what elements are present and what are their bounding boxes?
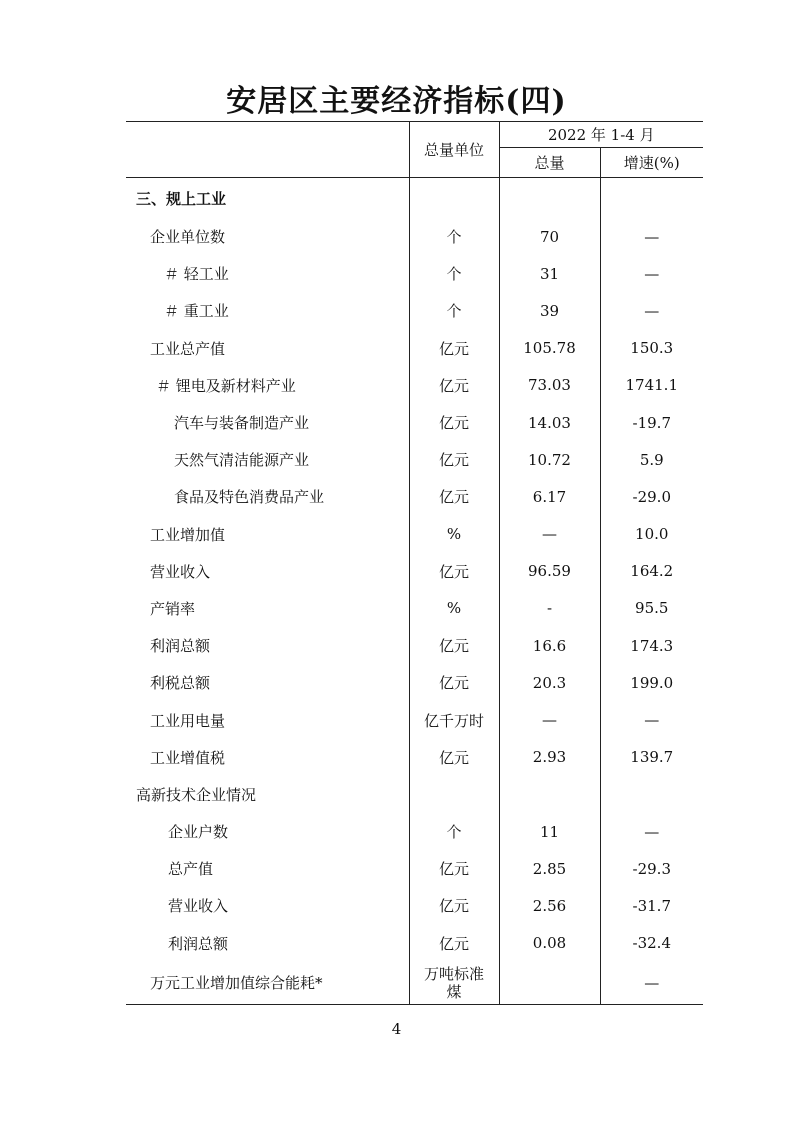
row-growth: — [644,301,660,320]
row-unit: % [409,516,499,553]
row-name: 营业收入 [126,887,409,924]
row-growth: — [644,711,660,730]
table-row [126,887,703,924]
table-row [126,404,703,441]
row-unit: 亿元 [409,553,499,590]
row-growth: 10.0 [635,525,669,544]
row-name: 工业增值税 [126,739,409,776]
row-total: — [499,516,600,553]
row-total: 31 [499,255,600,292]
row-name: 汽车与装备制造产业 [126,404,409,441]
row-growth: -32.4 [632,934,671,953]
row-total: 0.08 [499,925,600,962]
row-unit [409,962,499,1005]
row-name: 营业收入 [126,553,409,590]
row-total: 105.78 [499,330,600,367]
table-row [126,776,703,813]
table-row [126,255,703,292]
table-row [126,925,703,962]
header-growth: 增速(%) [600,148,703,178]
row-growth: -29.0 [632,487,671,506]
row-name: 企业户数 [126,813,409,850]
row-unit: 亿元 [409,850,499,887]
row-unit: 亿元 [409,664,499,701]
row-unit: 个 [409,292,499,329]
row-unit: 个 [409,813,499,850]
row-unit: 个 [409,255,499,292]
table-row [126,962,703,1005]
header-blank-cell [126,122,409,178]
row-unit: 亿元 [409,367,499,404]
table-row [126,590,703,627]
row-growth: 139.7 [630,748,674,767]
row-growth: 1741.1 [625,376,678,395]
table-row [126,292,703,329]
row-unit: % [409,590,499,627]
table-row [126,441,703,478]
row-total: 96.59 [499,553,600,590]
table-row [126,478,703,515]
row-unit: 亿元 [409,404,499,441]
row-growth: — [644,822,660,841]
row-total: 10.72 [499,441,600,478]
row-total [499,178,600,219]
row-unit: 亿元 [409,441,499,478]
row-total: 2.56 [499,887,600,924]
table-row [126,516,703,553]
table-row [126,367,703,404]
row-name: 产销率 [126,590,409,627]
row-unit: 亿元 [409,478,499,515]
row-growth: 174.3 [630,636,674,655]
row-growth: — [600,962,703,1005]
table-row [126,218,703,255]
row-name: 利润总额 [126,925,409,962]
row-growth: 5.9 [639,450,664,469]
row-name: 利润总额 [126,627,409,664]
table-row [126,813,703,850]
table-row [126,330,703,367]
row-growth [600,178,703,219]
row-unit-text: 万吨标准煤 [423,964,484,1001]
row-name: ＃ 重工业 [126,292,409,329]
row-name: 万元工业增加值综合能耗* [126,962,409,1005]
row-name: 天然气清洁能源产业 [126,441,409,478]
row-unit [409,178,499,219]
row-unit: 亿元 [409,739,499,776]
row-total [499,776,600,813]
row-total: — [499,701,600,738]
row-name: 工业总产值 [126,330,409,367]
row-growth: 150.3 [630,339,674,358]
row-name: 工业增加值 [126,516,409,553]
row-name: ＃ 锂电及新材料产业 [126,367,409,404]
row-unit: 个 [409,218,499,255]
row-total: 73.03 [499,367,600,404]
row-growth: -31.7 [632,896,671,915]
header-total: 总量 [499,148,600,178]
row-total: 6.17 [499,478,600,515]
row-total: 39 [499,292,600,329]
row-growth: 95.5 [635,599,669,618]
row-name: 高新技术企业情况 [126,776,409,813]
economic-indicators-table [126,121,703,1005]
table-row [126,178,703,219]
row-total: 2.93 [499,739,600,776]
table-row [126,739,703,776]
row-name: 利税总额 [126,664,409,701]
row-name: 企业单位数 [126,218,409,255]
row-unit [409,776,499,813]
table-row [126,627,703,664]
table-row [126,850,703,887]
row-total: 16.6 [499,627,600,664]
row-name: 三、规上工业 [126,178,409,219]
table-row [126,664,703,701]
row-total: 2.85 [499,850,600,887]
page-number: 4 [391,1020,402,1038]
row-total: - [499,590,600,627]
row-total: 14.03 [499,404,600,441]
row-unit: 亿元 [409,330,499,367]
row-name: 总产值 [126,850,409,887]
row-growth [600,776,703,813]
table-row [126,553,703,590]
row-unit: 亿元 [409,925,499,962]
row-growth: — [644,227,660,246]
row-growth: -29.3 [632,859,671,878]
row-name: 工业用电量 [126,701,409,738]
table-row [126,701,703,738]
row-growth: 199.0 [630,673,674,692]
row-name: 食品及特色消费品产业 [126,478,409,515]
row-unit: 亿千万时 [409,701,499,738]
row-total: 20.3 [499,664,600,701]
row-growth: — [644,264,660,283]
row-growth: 164.2 [630,562,674,581]
row-unit: 亿元 [409,627,499,664]
header-period: 2022 年 1-4 月 [499,122,703,148]
header-unit: 总量单位 [409,122,499,178]
row-total [499,962,600,1005]
row-total: 70 [499,218,600,255]
row-name: ＃ 轻工业 [126,255,409,292]
row-total: 11 [499,813,600,850]
page-title: 安居区主要经济指标(四) [226,84,567,119]
row-growth: -19.7 [632,413,671,432]
row-unit: 亿元 [409,887,499,924]
